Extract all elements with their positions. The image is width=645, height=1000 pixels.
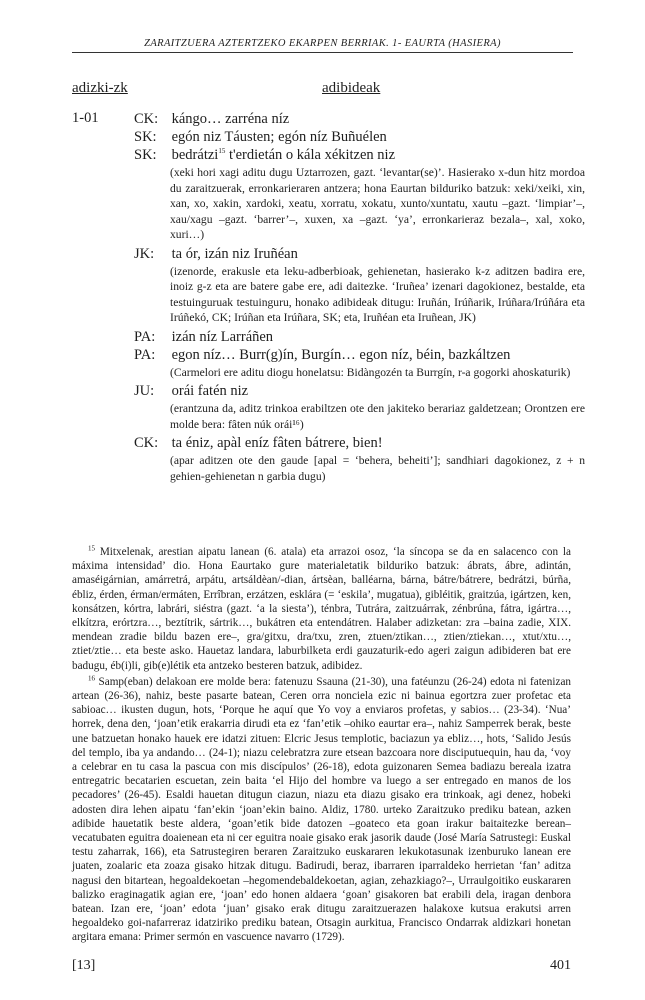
example-line — [72, 110, 585, 128]
speaker-code: SK: — [134, 147, 157, 163]
example-line — [72, 346, 585, 364]
example-text: egón niz Táusten; egón níz Buñuélen — [171, 129, 387, 145]
example-text: orái fatén niz — [171, 383, 249, 399]
example-line — [72, 128, 585, 146]
column-header-adibideak: adibideak — [322, 80, 381, 96]
footnote-ref: 15 — [218, 147, 226, 156]
example-note: (Carmelori ere aditu diogu honelatsu: Bidàngozén ta Burrgín, r-a gogorki ahoskaturik) — [170, 365, 571, 379]
example-text: izán níz Larráñen — [171, 328, 274, 345]
footnote-16 — [72, 675, 571, 945]
running-header: ZARAITZUERA AZTERTZEKO EKARPEN BERRIAK. 1- EAURTA (HASIERA) — [72, 38, 573, 53]
speaker-code: JU: — [134, 383, 155, 399]
column-header-adizki: adizki-zk — [72, 80, 128, 96]
entry-block — [72, 110, 585, 486]
example-text: bedrátzi — [171, 147, 219, 163]
example-note: (erantzuna da, aditz trinkoa erabiltzen ote den jakiteko berariaz galdetzean; Orontzen ere molde bera: fâten núk orái¹⁶) — [170, 402, 585, 431]
example-text: ta éniz, apàl eníz fâten bátrere, bien! — [171, 435, 383, 451]
example-text: t'erdietán o kála xékitzen niz — [225, 147, 396, 163]
entry-code: 1-01 — [72, 110, 99, 126]
footnote-text: Mitxelenak, arestian aipatu lanean (6. atala) eta arrazoi osoz, ‘la síncopa se da en salacenco con la máxima intensidad’ dio. Hona Eaurtako gure materialetatik bilduriko batzuk: ábrats, ábre, adintán, amaséigárnian, amárretrá, arpátu, artsáldèan/-dian, ártsèan, balléarna, bárna, bátre/bátrere, bedrátzi, búrña, ébliz, érden, érman/ermáten, Errîbran, erzátzen, esklára (= ‘eskila’, mugatua), gibléitik, graitzúa, igártzen, ken, konsátzen, kórtra, labrári, siéstra (gazt. ‘a la siesta’), ténbra, Tutrára, zaitzuárrak, zénbrúna, fátra, igártra…, elkítzra, erórtzra…, beztítrik, sártrik…, bukátren eta entendátren. Halaber adizketan: zra –baina zadie, XIX. mendean zradie bildu bazen ere–, gra/gitxu, dra/txu, zren, ztuen/ztikan…, ztien/ztiekan…, xtut/xtu…, ztiet/ztie… eta beste asko. Hauetaz landara, laburbilketa erdi gauzaturik-edo ageri zaigun adibideren bat ere badugu, éb(i)li, gib(e)létik eta antzeko besteren batzuk, adibidez. — [72, 546, 572, 672]
example-line — [72, 146, 585, 164]
speaker-code: JK: — [134, 245, 155, 262]
example-line — [72, 245, 585, 263]
speaker-code: PA: — [134, 346, 156, 363]
page-number: 401 — [550, 958, 571, 973]
example-note: (izenorde, erakusle eta leku-adberbioak, gehienetan, hasierako k-z aditzen badira ere, inoiz g-z eta are batere gabe ere, adi daitezke. ‘Iruñea’ izenari dagokionez, bestalde, eta testuinguruak testuinguru, honako adibideak ditugu: Iruñán, Irúñarik, Irúñara/Irúñára eta Irúñekó, CK; Irúñan eta Irúñara, SK; eta, Iruñéan eta Iruñean, JK) — [170, 264, 585, 324]
footnotes — [72, 545, 571, 947]
example-note: (apar aditzen ote den gaude [apal = ‘behera, beheiti’]; sandhiari dagokionez, z + n gehien-gehienetan n garbia dugu) — [170, 454, 585, 483]
example-text: egon níz… Burr(g)ín, Burgín… egon níz, béin, bazkáltzen — [171, 346, 511, 363]
example-line — [72, 434, 585, 452]
example-note: (xeki hori xagi aditu dugu Uztarrozen, gazt. ‘levantar(se)’. Hasierako x-dun hitz mordoa du zaraitzuerak, erronkarieraren antzera; hona Eaurtan bilduriko batzuk: xeki/xeiki, xin, xan, xo, xakin, xardoki, xeatu, xorratu, xokatu, xunto/xuntatu, xautu –gazt. ‘limpiar’–, xau/xagu –gazt. ‘barrer’–, xuxen, xa –gazt. ‘ya’, erronkarieraz bezala–, xal, xoko, xuri…) — [170, 166, 585, 241]
speaker-code: CK: — [134, 111, 159, 127]
footnote-15 — [72, 545, 571, 673]
page-section-marker: [13] — [72, 958, 96, 973]
footnote-number: 16 — [88, 674, 95, 683]
speaker-code: PA: — [134, 328, 156, 345]
example-text: kángo… zarréna níz — [171, 111, 290, 127]
example-text: ta ór, izán niz Iruñéan — [171, 245, 298, 262]
example-line — [72, 382, 585, 400]
footnote-text: Samp(eban) delakoan ere molde bera: fatenuzu Ssauna (21-30), una fatéunzu (26-24) edota ni fatenizan artean (26-36), nahiz, beste pasarte batean, Ceren orra nonciela ezic ni bainua egortzra zuer profetac eta sabioac… ikusten dugun, hots, ‘Porque he aquí que Yo voy a enviaros profetas, y sabios… (23-34). ‘Nua’ horrek, dena den, ‘joan’etik erakarria dirudi eta ez ‘fan’etik –ohiko eaurtar era–, nahiz Samperrek berak, beste une batzuetan honako hauek ere idatzi zituen: Elcric Jesus templotic, baciazun ya ebliz…, hots, ‘Salido Jesús del templo, iba ya andando… (24-1); niazu celebratzra zure etsean bazcoara nore disciputuequin, hau da, ‘voy a celebrar en tu casa la pascua con mis discípulos’ (26-18), edota guizonaren Semea badiazu bereala izatra entregatric becatarien escuetan, zein baita ‘el Hijo del hombre va luego a ser entregado en manos de los pecadores’ (26-45). Esaldi hauetan ditugun ciazun, niazu eta diazu gisako era trinkoak, agi denez, hobeki adosten dira lehen aipatu ‘fan’ekin ‘joan’ekin baino. Aldiz, 1780. urteko Zaraitzuko prediku batean, azken adibide hauetatik beste aldera, ‘goan’etik bide datozen –goateco eta goan irakur baitaitezke berean– vecatubaten eguitra doaienean eta ni cer eguitra noaie gisako erak jasorik daude (José María Satrustegi: Euskal testu zaharrak, 166), eta Satrustegiren beraren Zaraitzuko euskararen lekukotasunak izenburuko lanean ere juaten, zoalaric eta zoaza gisako hitzak ditugu. Badirudi, beraz, ibarraren iparraldeko herrietan ‘fan’ aditza nagusi den bitartean, hegoaldekoetan –hegomendebaldekoetan, agian, zehazkiago?–, Urraulgoitiko euskararen balizko eraginagatik agian ere, ‘joan’ edo honen aldaera ‘goan’ gisakoren bat erabili dela, iragan denbora batean. Izan ere, ‘joan’ edota ‘juan’ gisako erak ditugu zaraitzuerazen halakoxe kutsua erakutsi arren hegoaldeko goi-nafarreraz idatziriko prediku batean, Otsagin aurkitua, Francisco Ondarrak aldizkari honetan argitara emana: Primer sermón en vascuence navarro (1729). — [72, 675, 572, 944]
speaker-code: CK: — [134, 435, 159, 451]
speaker-code: SK: — [134, 129, 157, 145]
example-line — [72, 328, 585, 346]
footnote-number: 15 — [88, 544, 95, 553]
